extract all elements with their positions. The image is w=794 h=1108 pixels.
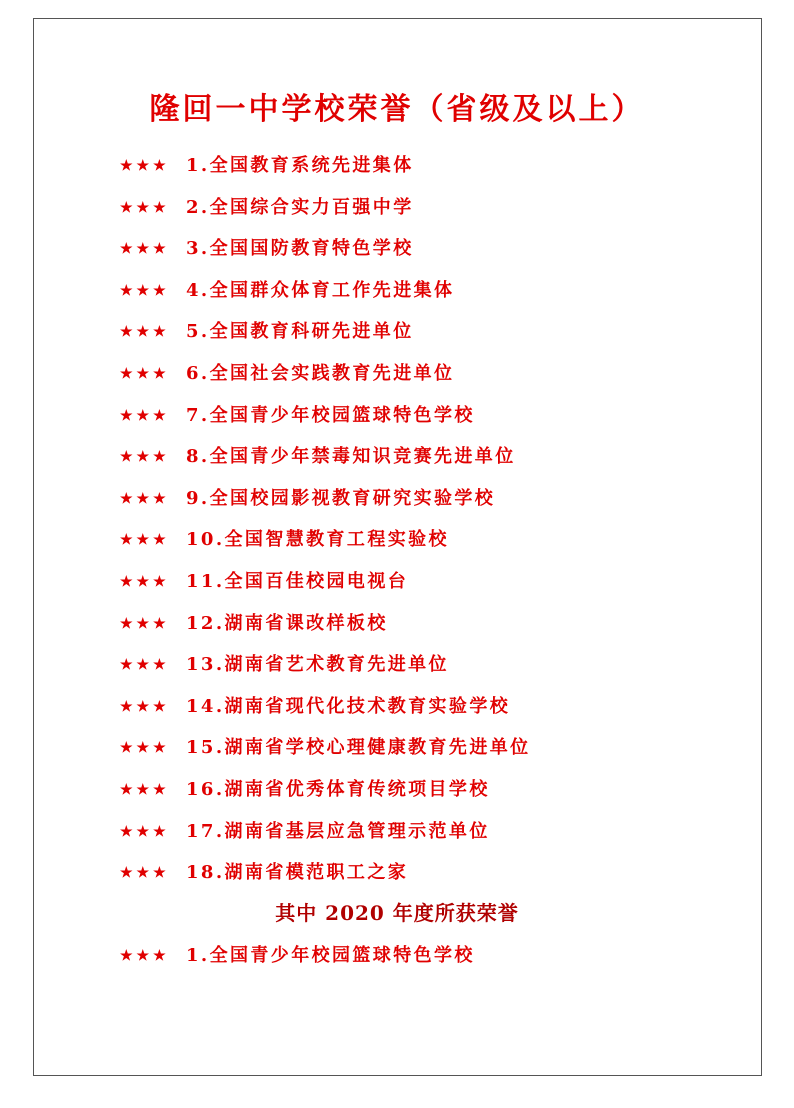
star-icon: ★★★ [120,532,170,549]
honor-text: 16.湖南省优秀体育传统项目学校 [186,778,490,800]
honor-item [120,940,475,982]
honor-item [120,649,531,691]
honor-text: 12.湖南省课改样板校 [186,612,388,634]
honor-text: 2.全国综合实力百强中学 [186,196,414,218]
honor-list [120,150,531,899]
honor-item [120,233,531,275]
star-icon: ★★★ [120,158,170,174]
honor-text: 11.全国百佳校园电视台 [186,570,409,592]
star-icon: ★★★ [120,282,170,299]
honor-text: 14.湖南省现代化技术教育实验学校 [186,695,511,717]
star-icon: ★★★ [120,199,170,216]
honor-text: 17.湖南省基层应急管理示范单位 [186,820,490,842]
honor-text: 3.全国国防教育特色学校 [186,238,414,260]
star-icon: ★★★ [120,490,170,507]
honor-text: 1.全国青少年校园篮球特色学校 [186,945,475,966]
star-icon: ★★★ [120,324,170,341]
honor-item [120,358,531,400]
honor-item [120,608,531,650]
honor-item [120,150,531,192]
honor-list-2020 [120,940,475,982]
honor-item [120,316,531,358]
star-icon: ★★★ [120,615,170,632]
star-icon: ★★★ [120,407,170,424]
star-icon: ★★★ [120,657,170,674]
star-icon: ★★★ [120,365,170,382]
honor-item [120,566,531,608]
star-icon: ★★★ [120,241,170,258]
honor-item [120,400,531,442]
honor-text: 10.全国智慧教育工程实验校 [186,529,449,551]
honor-text: 5.全国教育科研先进单位 [186,321,414,343]
honor-item [120,524,531,566]
star-icon: ★★★ [120,948,170,964]
star-icon: ★★★ [120,573,170,590]
honor-text: 6.全国社会实践教育先进单位 [186,362,455,384]
honor-text: 7.全国青少年校园篮球特色学校 [186,404,475,426]
star-icon: ★★★ [120,740,170,757]
star-icon: ★★★ [120,698,170,715]
honor-text: 4.全国群众体育工作先进集体 [186,279,455,301]
honor-item [120,691,531,733]
honor-text: 8.全国青少年禁毒知识竞赛先进单位 [186,446,516,468]
star-icon: ★★★ [120,865,170,882]
star-icon: ★★★ [120,449,170,466]
section-2020-title: 其中 2020 年度所获荣誉 [275,901,519,925]
honor-item [120,732,531,774]
honor-item [120,275,531,317]
honor-text: 15.湖南省学校心理健康教育先进单位 [186,737,531,759]
honor-text: 18.湖南省模范职工之家 [186,862,409,884]
honor-text: 9.全国校园影视教育研究实验学校 [186,487,496,509]
star-icon: ★★★ [120,781,170,798]
honor-text: 13.湖南省艺术教育先进单位 [186,654,449,676]
honor-item [120,483,531,525]
honor-item [120,857,531,899]
star-icon: ★★★ [120,823,170,840]
honor-item [120,816,531,858]
honor-text: 1.全国教育系统先进集体 [186,155,414,176]
document-title: 隆回一中学校荣誉（省级及以上） [149,92,645,127]
honor-item [120,774,531,816]
honor-item [120,192,531,234]
honor-item [120,441,531,483]
